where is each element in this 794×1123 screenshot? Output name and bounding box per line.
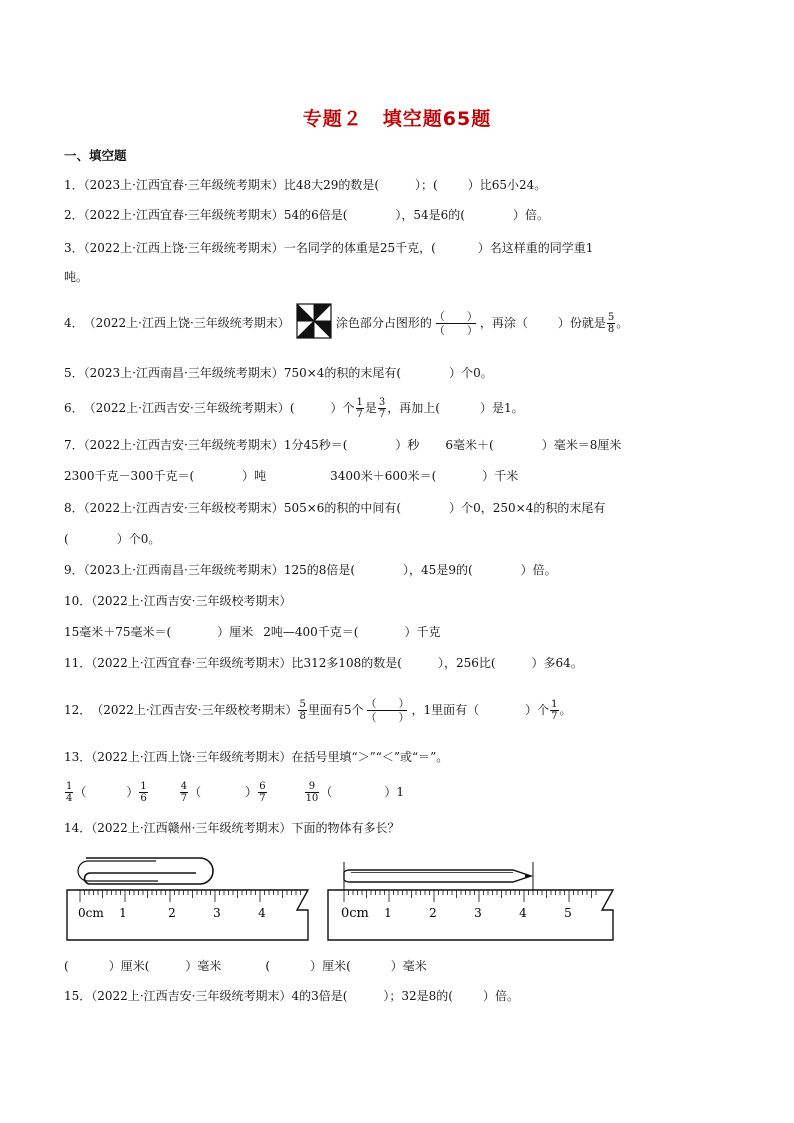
question-text: ）秒 (395, 438, 420, 452)
question-number: 9． (64, 563, 84, 577)
fraction (258, 781, 266, 804)
question-text: ，1里面有（ (411, 703, 480, 717)
question-text: 在括号里填“＞”“＜”或“＝”。 (291, 750, 449, 764)
question-3-continued: 吨。 (64, 270, 89, 284)
question-number: 4． (64, 316, 84, 330)
question-text: 。 (616, 316, 629, 330)
compare-item-3 (304, 781, 404, 804)
question-text: ）千克 (404, 625, 441, 639)
fraction (180, 781, 188, 804)
question-source: （2023上·江西南昌·三年级统考期末） (83, 366, 284, 380)
fraction (139, 781, 147, 804)
question-text: （ (189, 785, 202, 799)
pencil-icon (344, 862, 533, 892)
question-11 (64, 655, 583, 671)
question-text: 505×6的积的中间有( (283, 501, 402, 515)
question-3 (64, 240, 593, 256)
question-number: 15． (64, 989, 92, 1003)
question-text: 涂色部分占图形的 (335, 316, 432, 330)
question-text: 比48大29的数是( (283, 178, 380, 192)
question-source: （2022上·江西宜春·三年级统考期末） (83, 208, 284, 222)
ruler-label: 5 (564, 906, 572, 920)
fraction-blank-numerator: （ ） (365, 696, 410, 710)
section-heading: 一、填空题 (64, 148, 127, 163)
question-10-line-2 (64, 624, 441, 640)
fraction-numerator: 5 (607, 311, 615, 323)
question-text: 下面的物体有多长？ (291, 821, 400, 835)
fraction-denominator: 4 (66, 792, 73, 804)
fraction-denominator: 6 (140, 792, 147, 804)
question-text: ）是1。 (479, 401, 524, 415)
fraction-denominator: 7 (378, 408, 386, 420)
question-14 (64, 820, 399, 836)
question-number: 6． (64, 401, 84, 415)
question-text: 比312多108的数是( (291, 656, 402, 670)
question-text: ）千米 (482, 469, 519, 483)
question-text: ）毫米 (185, 959, 222, 973)
question-text: ），256比( (437, 656, 496, 670)
question-text: 2300千克－300千克＝( (64, 469, 195, 483)
question-text: ） (126, 785, 139, 799)
question-text: 15毫米＋75毫米＝( (64, 625, 172, 639)
question-text: 里面有5个 (307, 703, 364, 717)
question-source: （2023上·江西宜春·三年级统考期末） (83, 178, 284, 192)
fraction-denominator: 8 (299, 710, 306, 722)
question-text: ） (245, 785, 258, 799)
question-text: ）1 (384, 785, 404, 799)
question-text: 54的6倍是( (283, 208, 348, 222)
question-9 (64, 562, 557, 578)
question-text: ，再涂（ (479, 316, 528, 330)
question-text: 125的8倍是( (283, 563, 356, 577)
question-text: ）个 (525, 703, 550, 717)
question-text: ）个0。 (116, 532, 161, 546)
question-number: 13． (64, 750, 92, 764)
question-text: （ (320, 785, 333, 799)
ruler-label: 4 (258, 906, 266, 920)
question-text: ）倍。 (520, 563, 557, 577)
question-text: ）毫米＝8厘米 (541, 438, 622, 452)
question-text: ( (265, 959, 271, 973)
fraction-blank[interactable] (365, 697, 409, 724)
fraction (65, 781, 73, 804)
question-text: ）吨 (242, 469, 267, 483)
page-title: 专题２ 填空题65题 (302, 108, 492, 130)
question-10 (64, 593, 291, 609)
fraction (298, 699, 306, 722)
fraction-numerator: 4 (180, 780, 188, 792)
paperclip-icon (78, 858, 213, 884)
ruler-label: 3 (213, 906, 221, 920)
fraction-numerator: 9 (308, 780, 316, 792)
question-text: 3400米＋600米＝( (330, 469, 437, 483)
question-number: 8． (64, 501, 84, 515)
fraction (607, 312, 615, 335)
question-text: 。 (559, 703, 572, 717)
question-text: ( (289, 401, 295, 415)
ruler-2 (328, 890, 613, 940)
question-text: （ (74, 785, 87, 799)
question-number: 14． (64, 821, 92, 835)
question-text: ）份就是 (557, 316, 606, 330)
question-1 (64, 177, 546, 193)
ruler-label: 1 (119, 906, 127, 920)
ruler-label: 2 (168, 906, 176, 920)
fraction-numerator: 5 (299, 698, 306, 710)
fraction-numerator: 1 (140, 780, 147, 792)
question-number: 3． (64, 241, 84, 255)
question-13-items (64, 775, 404, 809)
question-text: ）个 (330, 401, 355, 415)
question-text: ）名这样重的同学重1 (477, 241, 594, 255)
question-text: ），45是9的( (403, 563, 473, 577)
ruler-label: 0cm (341, 906, 369, 921)
question-number: 2． (64, 208, 84, 222)
question-text: ）个0，250×4的积的末尾有 (449, 501, 606, 515)
question-14-answers (64, 958, 427, 974)
question-text: ）；32是8的( (383, 989, 453, 1003)
question-number: 7． (64, 438, 84, 452)
question-8 (64, 500, 605, 516)
question-text: ）倍。 (513, 208, 550, 222)
question-text: ）厘米 (217, 625, 254, 639)
question-15 (64, 988, 519, 1004)
fraction-numerator: 1 (551, 698, 558, 710)
question-source: （2022上·江西上饶·三年级统考期末） (83, 316, 290, 330)
question-8-line-2 (64, 531, 160, 547)
compare-item-2 (179, 781, 268, 804)
question-text: ( (64, 532, 69, 546)
ruler-1 (67, 890, 308, 940)
question-2 (64, 207, 549, 223)
fraction-denominator: 8 (607, 323, 615, 335)
fraction-denominator: 7 (180, 792, 188, 804)
question-7-line-2 (64, 468, 518, 484)
question-source: （2022上·江西吉安·三年级统考期末） (91, 989, 292, 1003)
question-13 (64, 749, 448, 765)
ruler-with-pencil-figure (327, 852, 617, 944)
question-text: 6毫米＋( (445, 438, 494, 452)
question-source: （2022上·江西宜春·三年级统考期末） (91, 656, 292, 670)
fraction-blank[interactable] (434, 310, 478, 337)
question-4 (64, 305, 628, 341)
fraction-denominator: 7 (551, 710, 558, 722)
fraction-blank-denominator: （ ） (433, 323, 478, 337)
question-source: （2022上·江西吉安·三年级校考期末） (91, 703, 298, 717)
compare-item-1 (64, 781, 149, 804)
question-text: 是 (364, 401, 377, 415)
question-source: （2022上·江西吉安·三年级统考期末） (83, 438, 284, 452)
question-text: ），54是6的( (395, 208, 465, 222)
question-source: （2022上·江西赣州·三年级统考期末） (91, 821, 292, 835)
question-source: （2022上·江西吉安·三年级校考期末） (91, 594, 292, 608)
question-number: 10． (64, 594, 92, 608)
fraction-numerator: 3 (378, 396, 386, 408)
fraction (550, 699, 558, 722)
ruler-label: 3 (474, 906, 482, 920)
question-text: ）厘米( (108, 959, 150, 973)
question-text: 2吨—400千克＝( (263, 625, 359, 639)
fraction (305, 781, 320, 804)
question-source: （2023上·江西南昌·三年级统考期末） (83, 563, 284, 577)
question-text: ）多64。 (531, 656, 583, 670)
question-text: 4的3倍是( (291, 989, 348, 1003)
question-source: （2022上·江西吉安·三年级统考期末） (83, 401, 290, 415)
fraction (356, 397, 364, 420)
question-text: ）；( (415, 178, 438, 192)
fraction-denominator: 7 (356, 408, 363, 420)
ruler-label: 2 (429, 906, 437, 920)
fraction (378, 397, 386, 420)
question-text: ，再加上( (387, 401, 440, 415)
question-text: ）比65小24。 (467, 178, 547, 192)
question-text: ）厘米( (310, 959, 351, 973)
question-number: 12． (64, 703, 92, 717)
question-source: （2022上·江西上饶·三年级统考期末） (83, 241, 284, 255)
shaded-square-icon (296, 303, 332, 343)
question-number: 11． (64, 656, 92, 670)
fraction-blank-denominator: （ ） (365, 710, 410, 724)
question-text: ）倍。 (483, 989, 520, 1003)
question-number: 1． (64, 178, 84, 192)
question-6 (64, 394, 524, 422)
question-source: （2022上·江西吉安·三年级校考期末） (83, 501, 284, 515)
fraction-blank-numerator: （ ） (433, 309, 478, 323)
question-text: ）个0。 (449, 366, 493, 380)
ruler-label: 0cm (78, 906, 104, 920)
ruler-label: 1 (384, 906, 392, 920)
fraction-numerator: 6 (259, 780, 266, 792)
question-source: （2022上·江西上饶·三年级统考期末） (91, 750, 292, 764)
question-text: ）毫米 (390, 959, 427, 973)
question-12 (64, 692, 572, 728)
question-text: 1分45秒＝( (283, 438, 348, 452)
ruler-label: 4 (519, 906, 527, 920)
question-5 (64, 365, 493, 381)
ruler-with-paperclip-figure (66, 852, 312, 944)
fraction-numerator: 1 (66, 780, 73, 792)
question-7 (64, 437, 621, 453)
fraction-denominator: 7 (259, 792, 266, 804)
question-text: ( (64, 959, 69, 973)
question-text: 750×4的积的末尾有( (283, 366, 402, 380)
fraction-numerator: 1 (356, 396, 363, 408)
question-text: 一名同学的体重是25千克，( (283, 241, 436, 255)
fraction-denominator: 10 (305, 792, 319, 804)
question-number: 5． (64, 366, 84, 380)
